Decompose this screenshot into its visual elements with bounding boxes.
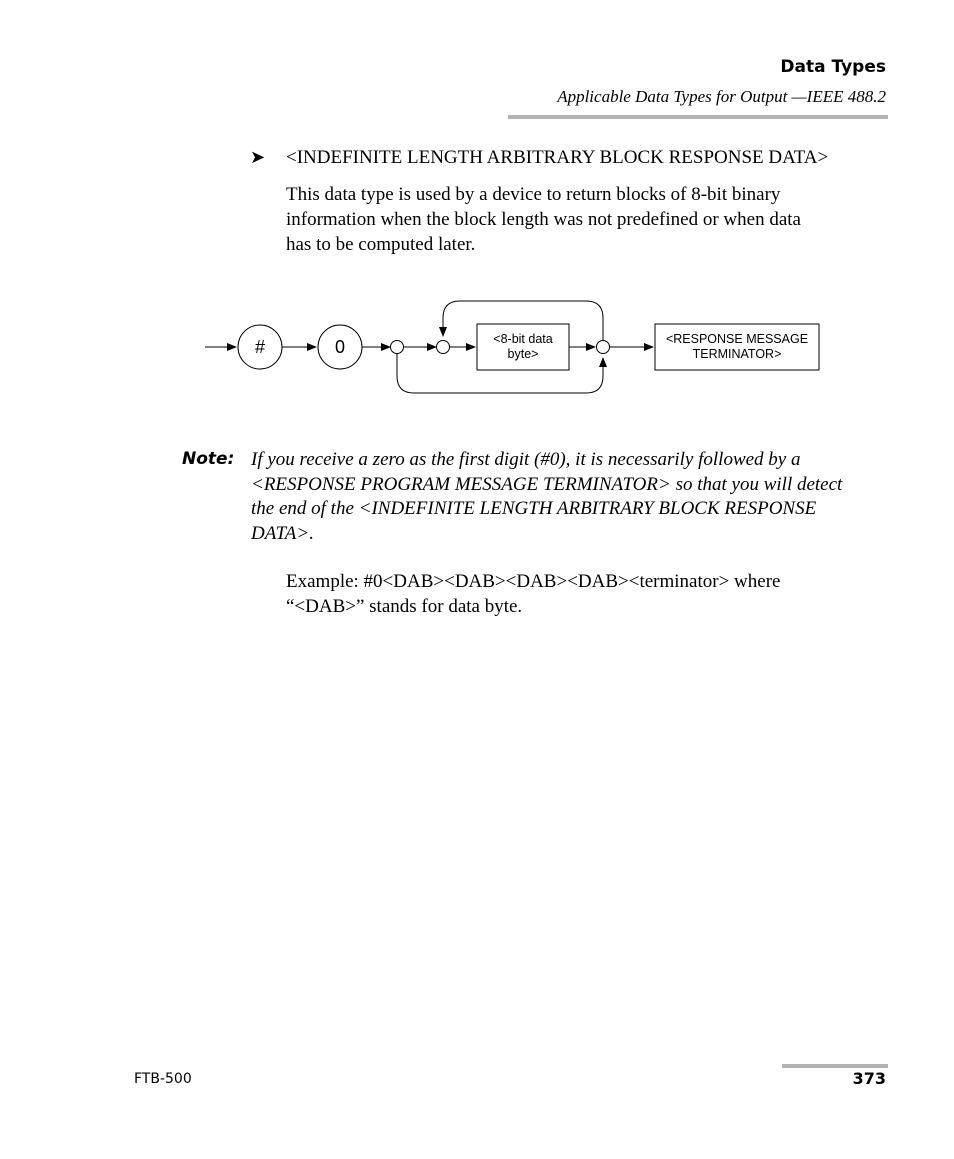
example-paragraph <box>286 569 886 619</box>
note-body <box>251 448 891 546</box>
section-paragraph <box>286 182 886 257</box>
header-rule <box>508 115 888 119</box>
note-label: Note: <box>182 449 235 469</box>
exit-junction-node <box>597 341 610 354</box>
example-line: Example: #0<DAB><DAB><DAB><DAB><terminator> where <box>286 571 781 592</box>
footer-product-name: FTB-500 <box>134 1071 192 1087</box>
zero-node-label: 0 <box>334 337 346 357</box>
terminator-box-label: <RESPONSE MESSAGE <box>665 332 809 346</box>
hash-node-label: # <box>254 337 266 357</box>
note-line: <RESPONSE PROGRAM MESSAGE TERMINATOR> so that you will detect <box>251 473 843 495</box>
junction-node <box>391 341 404 354</box>
arrowhead-bullet-icon: ➤ <box>250 147 266 168</box>
note-line: the end of the <INDEFINITE LENGTH ARBITRARY BLOCK RESPONSE <box>251 498 817 519</box>
running-header-title: Data Types <box>780 57 886 77</box>
footer-rule <box>782 1064 888 1068</box>
data-byte-box-label: byte> <box>507 347 539 361</box>
terminator-box-label: TERMINATOR> <box>692 347 782 361</box>
bypass-path <box>397 354 603 394</box>
paragraph-line: This data type is used by a device to return blocks of 8-bit binary <box>286 184 781 205</box>
running-header-subtitle: Applicable Data Types for Output —IEEE 488.2 <box>557 87 886 106</box>
section-heading: <INDEFINITE LENGTH ARBITRARY BLOCK RESPONSE DATA> <box>286 147 829 168</box>
paragraph-line: has to be computed later. <box>286 234 476 255</box>
data-byte-box-label: <8-bit data <box>493 332 553 346</box>
note-line: DATA>. <box>251 522 314 544</box>
loop-junction-node <box>437 341 450 354</box>
syntax-diagram <box>200 292 840 407</box>
note-line: If you receive a zero as the first digit (#0), it is necessarily followed by a <box>251 449 801 470</box>
page-number: 373 <box>852 1069 886 1088</box>
example-line: “<DAB>” stands for data byte. <box>286 596 523 617</box>
paragraph-line: information when the block length was not predefined or when data <box>286 209 801 230</box>
